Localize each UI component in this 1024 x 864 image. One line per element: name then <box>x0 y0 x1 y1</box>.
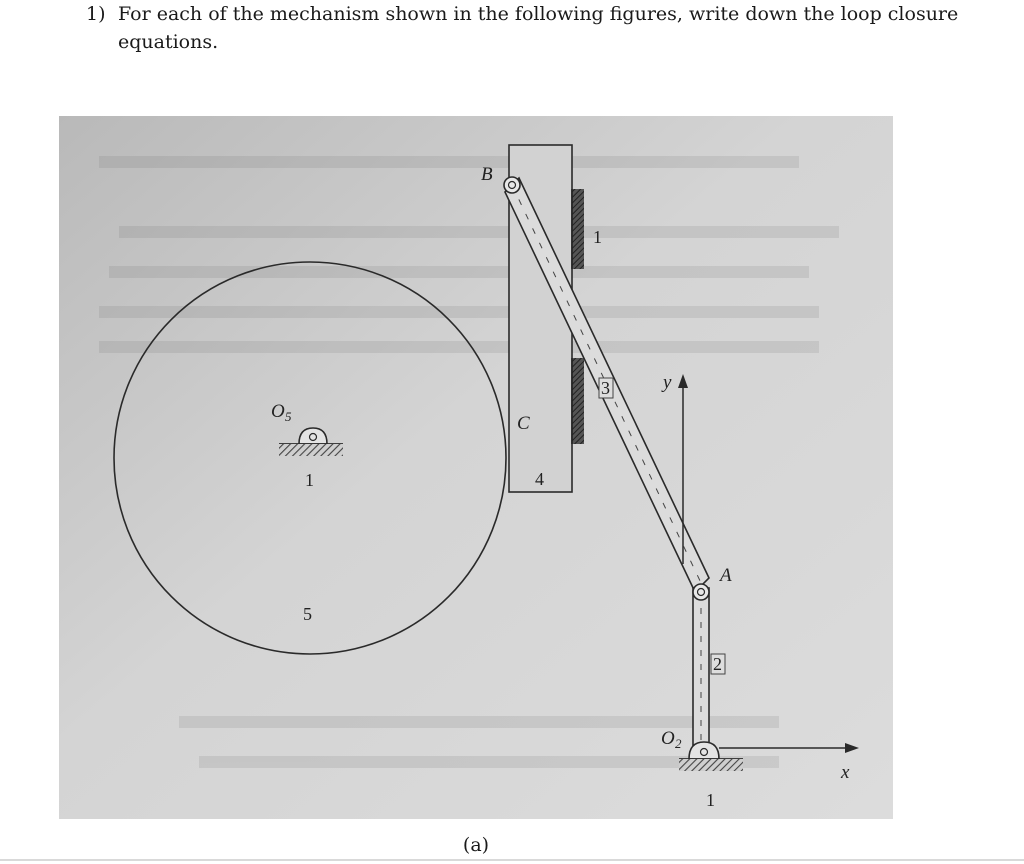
label-ground-left: 1 <box>305 470 314 490</box>
label-o2: O <box>661 728 675 749</box>
figure-caption: (a) <box>462 834 490 856</box>
label-a: A <box>720 565 732 586</box>
question-body: For each of the mechanism shown in the following figures, write down the loop closure equations. <box>118 3 959 53</box>
label-o2-subscript: 2 <box>675 736 682 751</box>
photo-background <box>59 116 893 819</box>
question-text <box>86 0 966 56</box>
mechanism-figure <box>59 116 893 819</box>
label-axis-y: y <box>663 372 672 393</box>
label-axis-x: x <box>841 762 850 783</box>
label-c: C <box>517 413 530 434</box>
label-o5-subscript: 5 <box>285 409 292 424</box>
label-link-3: 3 <box>601 378 610 398</box>
label-ground-right: 1 <box>706 790 715 810</box>
question-number: 1) <box>86 3 106 25</box>
crank-link-2 <box>693 588 709 754</box>
label-link-2: 2 <box>713 654 722 674</box>
joint-a <box>693 584 709 600</box>
label-o5: O <box>271 401 285 422</box>
slider-guide-upper <box>572 189 584 269</box>
label-ground-slider: 1 <box>593 227 602 247</box>
joint-b <box>504 177 520 193</box>
label-link-4: 4 <box>535 469 544 489</box>
label-b: B <box>481 164 493 185</box>
label-link-5: 5 <box>303 604 312 624</box>
page-bottom-rule <box>0 859 1024 861</box>
slider-guide-lower <box>572 358 584 444</box>
mechanism-diagram <box>59 116 893 819</box>
